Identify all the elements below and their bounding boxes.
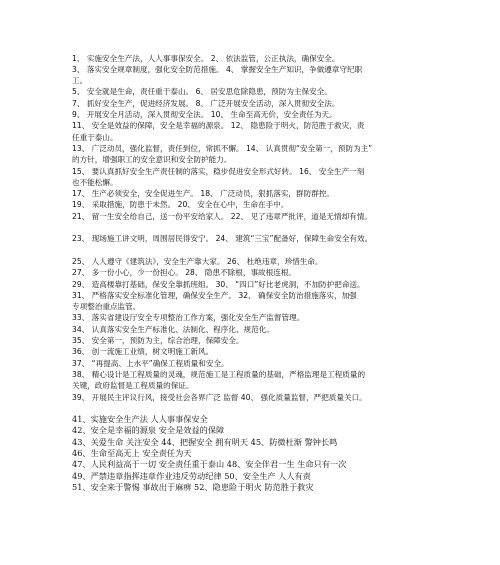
text-line: 37、 “再提高、上水平”确保工程质量和安全。	[72, 358, 229, 368]
text-line: 的方针，增强职工的安全意识和安全防护能力。	[72, 155, 232, 165]
text-line: 29、 造高楼靠打基础，保安全靠抓班组。 30、 “四口”好比老虎洞，不加防护把命送。	[72, 279, 365, 289]
text-line: 关键，政府监督是工程质量的保证。	[72, 381, 194, 391]
text-line: 15、 要认真抓好安全生产责任制的落实，稳步促进安全形式好转。 16、 安全生产一刻	[72, 166, 365, 176]
text-line: 35、 安全第一，预防为主，综合治理，保障安全。	[72, 336, 244, 346]
text-line: 9、 开展安全月活动，深入贯彻安全法。 10、 生命至高无价，安全责任为天。	[72, 110, 337, 120]
text-line: 42、安全是幸福的源泉 安全是效益的保障	[72, 425, 225, 436]
text-line: 27、 多一份小心，少一份担心。 28、 隐患不除根，事故根连根。	[72, 268, 297, 278]
spacer-line	[72, 41, 442, 52]
spacer-line	[72, 222, 442, 233]
text-line: 13、 广泛动员，强化监督，责任到位，常抓不懈。 14、 认真贯彻“安全第一，预防为主”	[72, 143, 373, 153]
text-line: 工。	[72, 76, 88, 86]
text-line: 也不能松懈。	[72, 177, 118, 187]
text-line: 49、严禁违章指挥违章作业违反劳动纪律 50、安全生产 人人有责	[72, 470, 311, 481]
spacer-line	[72, 30, 442, 41]
text-line: 17、 生产必须安全，安全促进生产。 18、 广泛动员，狠抓落实，群防群控。	[72, 189, 334, 199]
text-line: 41、实施安全生产法 人人事事保安全	[72, 414, 208, 425]
spacer-line	[72, 245, 442, 256]
text-line: 31、 严格落实安全标准化管理，确保安全生产。 32、 确保安全防治措施落实，加强	[72, 290, 357, 300]
text-line: 任重于泰山。	[72, 132, 118, 142]
text-line: 3、 落实安全规章制度，强化安全防范措施。 4、 掌握安全生产知识，争做遵章守纪职	[72, 64, 363, 74]
text-line: 1、 实施安全生产法，人人事事保安全。 2、 依法监管，公正执法，确保安全。	[72, 53, 340, 63]
text-line: 25、 人人遵守《建筑法》，安全生产靠大家。 26、 杜绝违章，珍惜生命。	[72, 256, 323, 266]
text-line: 51、安全来于警惕 事故出于麻痹 52、隐患险于明火 防范胜于救灾	[72, 481, 314, 492]
text-line: 19、 采取措施，防患于未然。 20、 安全在心中，生命在手中。	[72, 200, 289, 210]
text-line: 21、 留一生安全给自己，送一份平安给家人。 22、 见了违章严批评，道是无情却有情。	[72, 211, 372, 221]
text-line: 33、 落实省建设厅安全专项整治工作方案，强化安全生产监督管理。	[72, 313, 305, 323]
text-line: 39、 开展民主评议行风，接受社会各界广泛 监督 40、 强化质量监督，严把质量关口。	[72, 392, 367, 402]
text-line: 5、 安全就是生命，责任重于泰山。 6、 居安思危除隐患，预防为主保安全。	[72, 87, 332, 97]
document-body	[72, 30, 442, 493]
text-line: 7、 抓好安全生产，促进经济发展。 8、 广泛开展安全活动，深入贯彻安全法。	[72, 98, 340, 108]
text-line: 11、 安全是效益的保障，安全是幸福的源泉。 12、 隐患险于明火，防范胜于救灾，责	[72, 121, 365, 131]
text-line: 38、 精心设计是工程质量的灵魂，规范施工是工程质量的基础，严格监理是工程质量的	[72, 369, 366, 379]
text-line: 专项整治重点监管。	[72, 302, 141, 312]
spacer-line	[72, 403, 442, 414]
text-line: 47、人民利益高于一切 安全责任重于泰山 48、安全伴君一生 生命只有一次	[72, 459, 347, 470]
text-line: 43、关爱生命 关注安全 44、把握安全 拥有明天 45、防微杜渐 警钟长鸣	[72, 436, 338, 447]
text-line: 23、 现场施工讲文明，周围居民得安宁。 24、 建筑“三宝”配备好，保障生命安全有效。	[72, 234, 373, 244]
text-line: 34、 认真落实安全生产标准化、法制化、程序化、规范化。	[72, 324, 274, 334]
text-line: 36、 创一流施工业绩，树文明施工新风。	[72, 347, 214, 357]
text-line: 46、生命至高无上 安全责任为天	[72, 447, 192, 458]
